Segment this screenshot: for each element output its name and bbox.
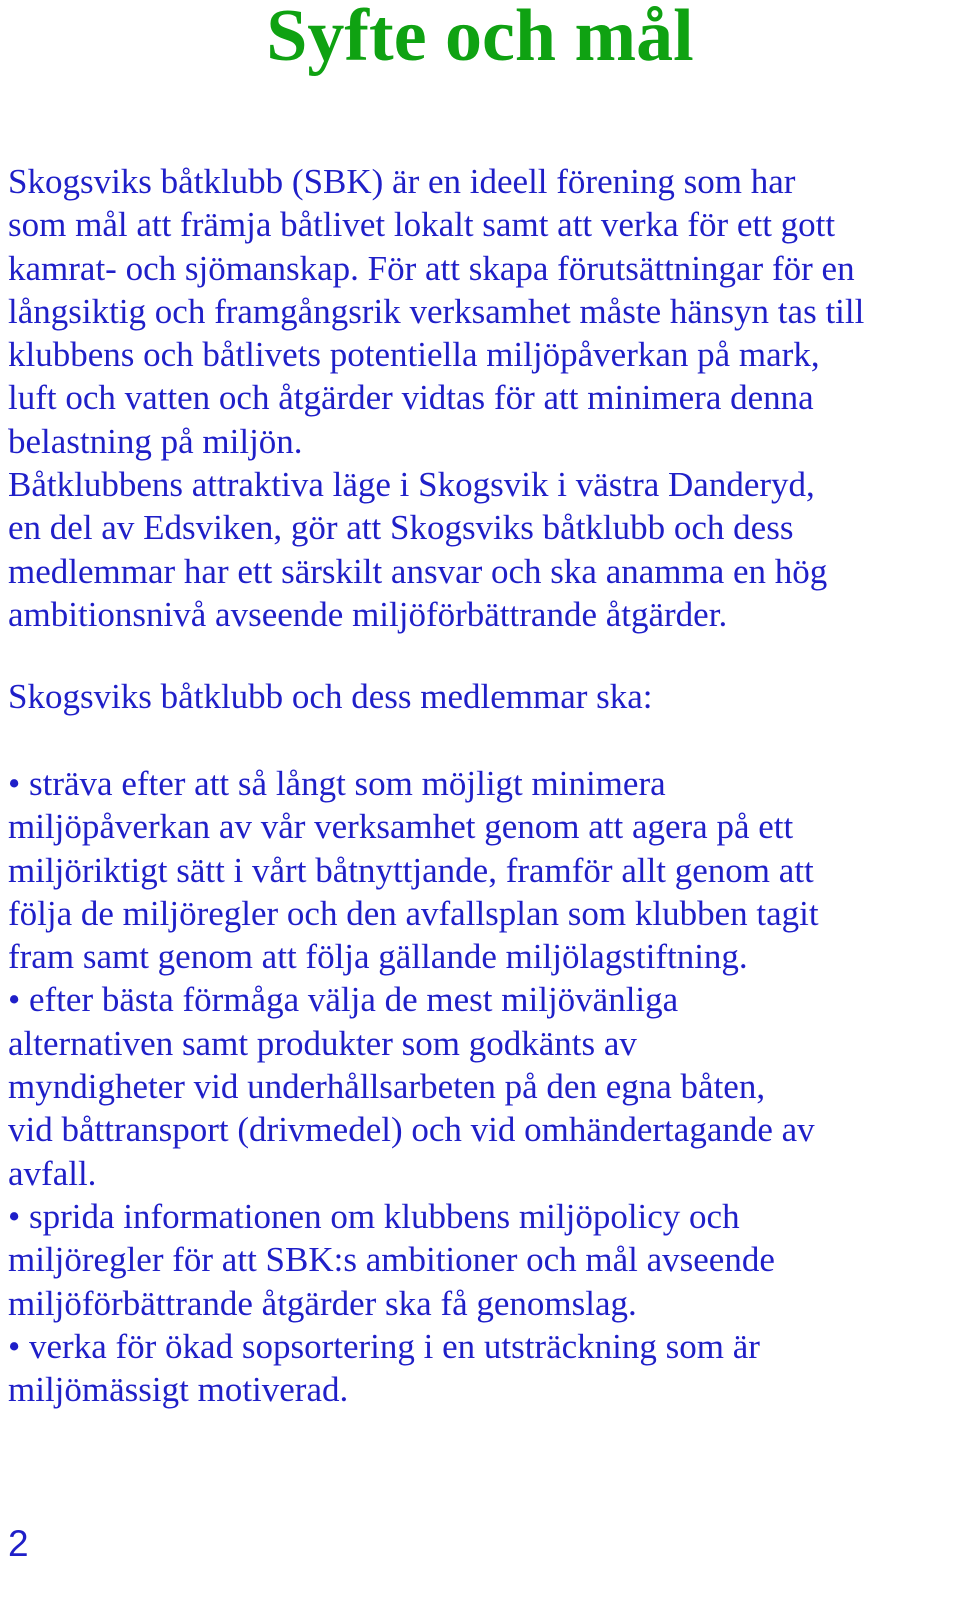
text-line: medlemmar har ett särskilt ansvar och ska anamma en hög: [8, 551, 828, 591]
list-line: • sträva efter att så långt som möjligt minimera: [8, 764, 666, 803]
list-lead-text: [8, 675, 953, 718]
list-line: alternativen samt produkter som godkänts av: [8, 1023, 637, 1063]
text-line: en del av Edsviken, gör att Skogsviks båtklubb och dess: [8, 508, 794, 548]
bullet-list: [8, 762, 953, 1411]
text-line: luft och vatten och åtgärder vidtas för att minimera denna: [8, 378, 814, 418]
list-line: fram samt genom att följa gällande miljölagstiftning.: [8, 937, 748, 977]
list-line: följa de miljöregler och den avfallsplan som klubben tagit: [8, 893, 819, 933]
text-line: Skogsviks båtklubb och dess medlemmar ska:: [8, 677, 653, 716]
paragraph-location: [8, 463, 953, 636]
text-line: som mål att främja båtlivet lokalt samt att verka för ett gott: [8, 205, 836, 245]
list-line: myndigheter vid underhållsarbeten på den egna båten,: [8, 1067, 766, 1107]
list-line: miljöregler för att SBK:s ambitioner och mål avseende: [8, 1240, 775, 1280]
page-title: Syfte och mål: [266, 0, 694, 77]
list-line: avfall.: [8, 1153, 97, 1193]
list-line: vid båttransport (drivmedel) och vid omhändertagande av: [8, 1110, 815, 1150]
list-line: • sprida informationen om klubbens miljöpolicy och: [8, 1196, 740, 1236]
text-line: kamrat- och sjömanskap. För att skapa förutsättningar för en: [8, 248, 855, 288]
list-line: miljömässigt motiverad.: [8, 1370, 349, 1410]
list-line: • efter bästa förmåga välja de mest miljövänliga: [8, 980, 679, 1020]
text-line: klubbens och båtlivets potentiella miljöpåverkan på mark,: [8, 335, 820, 375]
text-line: ambitionsnivå avseende miljöförbättrande åtgärder.: [8, 594, 728, 634]
text-line: Skogsviks båtklubb (SBK) är en ideell förening som har: [8, 162, 796, 201]
text-line: långsiktig och framgångsrik verksamhet måste hänsyn tas till: [8, 291, 865, 331]
page-number: 2: [8, 1523, 29, 1564]
paragraph-purpose: [8, 160, 953, 463]
list-line: miljöförbättrande åtgärder ska få genomslag.: [8, 1283, 637, 1323]
text-line: Båtklubbens attraktiva läge i Skogsvik i västra Danderyd,: [8, 465, 815, 504]
list-line: miljöpåverkan av vår verksamhet genom att agera på ett: [8, 807, 794, 847]
list-line: miljöriktigt sätt i vårt båtnyttjande, framför allt genom att: [8, 850, 814, 890]
list-line: • verka för ökad sopsortering i en utsträckning som är: [8, 1326, 760, 1366]
text-line: belastning på miljön.: [8, 421, 303, 461]
